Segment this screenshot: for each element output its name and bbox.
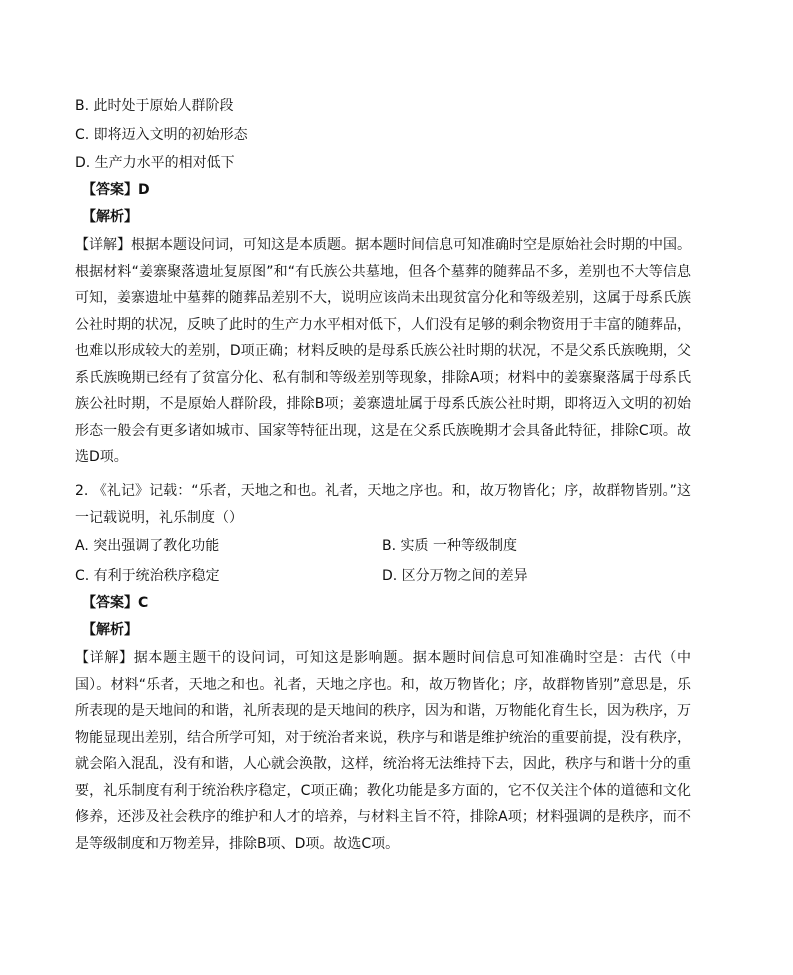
q2-answer: 【答案】C [82,595,149,611]
q1-option-c: C. 即将迈入文明的初始形态 [75,127,248,143]
q2-detail: 【详解】据本题主题干的设问词，可知这是影响题。据本题时间信息可知准确时空是：古代（中国）。材料“乐者，天地之和也。礼者，天地之序也。和，故万物皆化；序，故群物皆别”意思是，乐所表现的是天地间的和谐，礼所表现的是天地间的秩序，因为和谐，万物能化育生长，因为秩序，万物能显现出差别，结合所学可知，对于统治者来说，秩序与和谐是维护统治的重要前提，没有秩序，就会陷入混乱，没有和谐，人心就会涣散，这样，统治将无法维持下去，因此，秩序与和谐十分的重要，礼乐制度有利于统治秩序稳定，C项正确；教化功能是多方面的，它不仅关注个体的道德和文化修养，还涉及社会秩序的维护和人才的培养，与材料主旨不符，排除A项；材料强调的是秩序，而不是等级制度和万物差异，排除B项、D项。故选C项。 [75,650,691,852]
q2-option-c: C. 有利于统治秩序稳定 [75,568,220,584]
q1-detail: 【详解】根据本题设问词，可知这是本质题。据本题时间信息可知准确时空是原始社会时期的中国。根据材料“姜寨聚落遗址复原图”和“有氏族公共墓地，但各个墓葬的随葬品不多，差别也不大等信息可知，姜寨遗址中墓葬的随葬品差别不大，说明应该尚未出现贫富分化和等级差别，这属于母系氏族公社时期的状况，反映了此时的生产力水平相对低下，人们没有足够的剩余物资用于丰富的随葬品，也难以形成较大的差别，D项正确；材料反映的是母系氏族公社时期的状况，不是父系氏族晚期，父系氏族晚期已经有了贫富分化、私有制和等级差别等现象，排除A项；材料中的姜寨聚落属于母系氏族公社时期，不是原始人群阶段，排除B项；姜寨遗址属于母系氏族公社时期，即将迈入文明的初始形态一般会有更多诸如城市、国家等特征出现，这是在父系氏族晚期才会具备此特征，排除C项。故选D项。 [75,237,691,465]
q1-answer: 【答案】D [82,182,150,198]
q2-option-b: B. 实质 一种等级制度 [382,538,517,554]
q2-analysis-label: 【解析】 [82,622,138,638]
q1-option-d: D. 生产力水平的相对低下 [75,155,235,171]
q2-option-a: A. 突出强调了教化功能 [75,538,220,554]
q1-analysis-label: 【解析】 [82,209,138,225]
q1-option-b: B. 此时处于原始人群阶段 [75,98,234,114]
q2-option-d: D. 区分万物之间的差异 [382,568,528,584]
q2-stem: 2. 《礼记》记载：“乐者，天地之和也。礼者，天地之序也。和，故万物皆化；序，故群物皆别。”这一记载说明，礼乐制度（） [75,483,691,526]
